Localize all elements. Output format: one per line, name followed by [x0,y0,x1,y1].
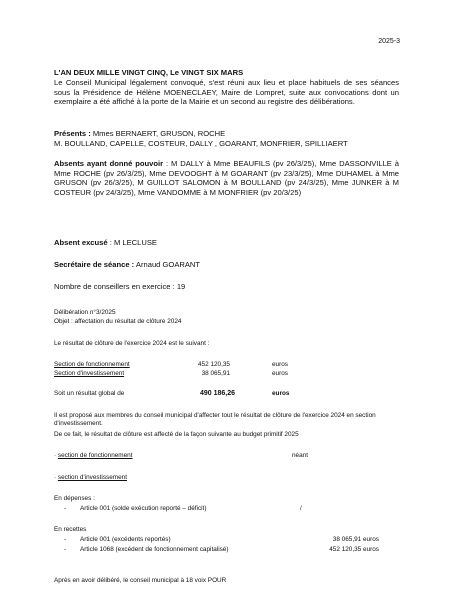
section-investissement-unit: euros [272,370,288,377]
vote-result: Après en avoir délibéré, le conseil municipal à 18 voix POUR [54,577,227,584]
depenses-item-text: Article 001 (solde exécution reporté – déficit) [80,505,207,512]
absents-text: : M DALLY à Mme BEAUFILS (pv 26/3/25), Mme DASSONVILLE à Mme ROCHE (pv 26/3/25), Mme DEVOOGHT à M GOARANT (pv 23/3/25), Mme DUHAMEL à Mme GRUSON (pv 26/3/25), M GUILLOT SALOMON à M BOULLAND (pv 24/3/25), Mme JUNKER à M COSTEUR (pv 24/3/25), Mme VANDOMME à M MONFRIER (pv 20/3/25) [54,159,399,197]
recettes-item-1-value: 38 065,91 euros [332,536,379,543]
presents-line1 [54,129,399,139]
objet-line: Objet : affectation du résultat de clôture 2024 [54,318,182,325]
absents-paragraph [54,159,399,197]
recettes-item-2-value: 452 120,35 euros [329,546,379,553]
global-amount: 490 186,26 [199,390,235,397]
date-title: L'AN DEUX MILLE VINGT CINQ, Le VINGT SIX MARS [54,68,244,77]
global-label: Soit un résultat global de [54,390,125,397]
affect-investissement-label: section d'investissement [57,474,127,481]
affect-investissement-line [54,474,127,482]
recettes-dash: - [64,546,67,553]
section-fonctionnement-amount: 452 120,35 [198,361,230,368]
affect-fonctionnement-label: section de fonctionnement [57,452,133,459]
section-investissement-label: Section d'investissement [54,370,125,377]
recettes-item-1-text: Article 001 (excédents reportés) [80,536,171,543]
proposition-paragraph: Il est proposé aux membres du conseil municipal d'affecter tout le résultat de clôture de l'exercice 2024 en section d'investissement. [54,412,376,428]
bullet-dot: · [54,474,58,481]
nombre-conseillers: Nombre de conseillers en exercice : 19 [54,282,186,291]
secretaire-label: Secrétaire de séance : [54,260,135,269]
depenses-item-value: / [300,505,302,512]
presents-women: Mmes BERNAERT, GRUSON, ROCHE [90,129,226,138]
absents-label: Absents ayant donné pouvoir [54,159,164,168]
excuse-text: : M LECLUSE [107,238,157,247]
deliberation-number: Délibération n°3/2025 [54,309,116,316]
global-unit: euros [272,390,290,397]
secretaire-text: Arnaud GOARANT [134,260,201,269]
section-fonctionnement-unit: euros [272,361,288,368]
recettes-label: En recettes [54,526,87,533]
recettes-item-2-text: Article 1068 (excédent de fonctionnement capitalisé) [80,546,229,553]
depenses-dash: - [64,505,67,512]
intro-paragraph: Le Conseil Municipal légalement convoqué, s'est réuni aux lieu et place habituels de ses séances sous la Présidence de Hélène MOENECLAEY, Maire de Lompret, suite aux convocations dont un exemplaire a été affiché à la porte de la Mairie et un second au registre des délibérations. [54,78,399,107]
affect-fonctionnement-value: néant [292,452,308,459]
excuse-line [54,238,399,248]
excuse-label: Absent excusé [54,238,108,247]
section-fonctionnement-label: Section de fonctionnement [54,361,130,368]
section-investissement-amount: 38 065,91 [201,370,230,377]
bullet-dot: · [54,452,58,459]
secretaire-line [54,260,399,270]
presents-line2: M. BOULLAND, CAPELLE, COSTEUR, DALLY , GOARANT, MONFRIER, SPILLIAERT [54,139,348,148]
affectation-intro: De ce fait, le résultat de clôture est affecté de la façon suivante au budget primitif 2025 [54,431,299,438]
resultat-intro: Le résultat de clôture de l'exercice 2024 est le suivant : [54,340,210,347]
recettes-dash: - [64,536,67,543]
affect-fonctionnement-line [54,452,133,460]
depenses-label: En dépenses : [54,495,95,502]
presents-label: Présents : [54,129,91,138]
document-reference: 2025-3 [378,38,400,45]
